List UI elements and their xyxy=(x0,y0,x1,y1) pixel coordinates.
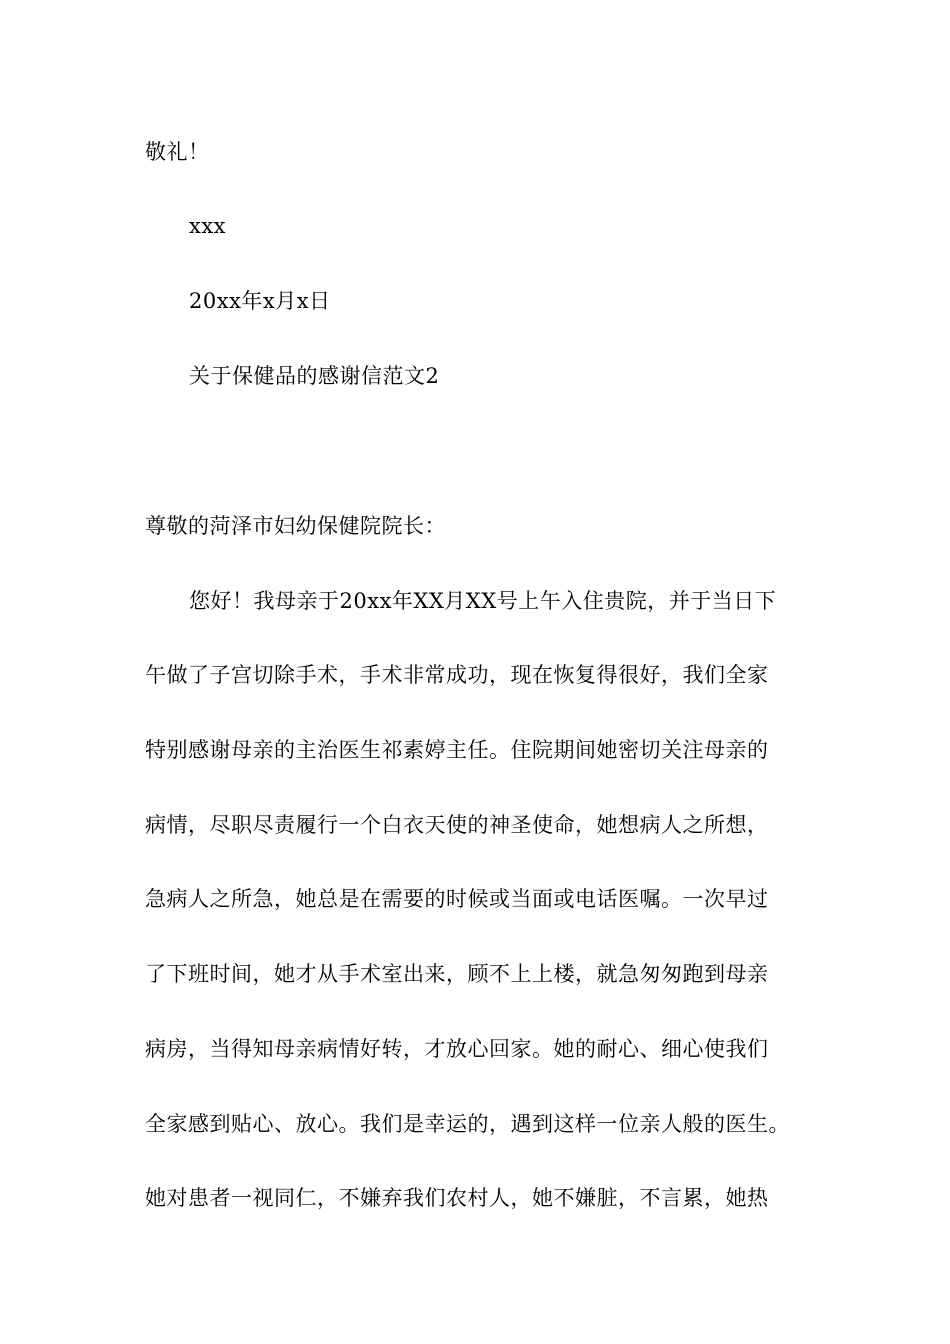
signature-text: xxx xyxy=(189,214,227,238)
section-title: 关于保健品的感谢信范文2 xyxy=(189,364,440,388)
body-line: 她对患者一视同仁，不嫌弃我们农村人，她不嫌脏，不言累，她热 xyxy=(145,1186,769,1210)
body-line: 了下班时间，她才从手术室出来，顾不上上楼，就急匆匆跑到母亲 xyxy=(145,962,769,986)
body-line: 病情，尽职尽责履行一个白衣天使的神圣使命，她想病人之所想， xyxy=(145,813,769,837)
date-text: 20xx年x月x日 xyxy=(189,289,331,313)
body-line: 特别感谢母亲的主治医生祁素婷主任。住院期间她密切关注母亲的 xyxy=(145,738,769,762)
body-line: 午做了子宫切除手术，手术非常成功，现在恢复得很好，我们全家 xyxy=(145,663,769,687)
body-line: 您好！我母亲于20xx年XX月XX号上午入住贵院，并于当日下 xyxy=(189,589,777,613)
closing-text: 敬礼！ xyxy=(145,140,210,164)
body-line: 急病人之所急，她总是在需要的时候或当面或电话医嘱。一次早过 xyxy=(145,887,769,911)
body-line: 病房，当得知母亲病情好转，才放心回家。她的耐心、细心使我们 xyxy=(145,1037,769,1061)
body-line: 全家感到贴心、放心。我们是幸运的，遇到这样一位亲人般的医生。 xyxy=(145,1112,790,1136)
salutation-text: 尊敬的菏泽市妇幼保健院院长： xyxy=(145,514,446,538)
